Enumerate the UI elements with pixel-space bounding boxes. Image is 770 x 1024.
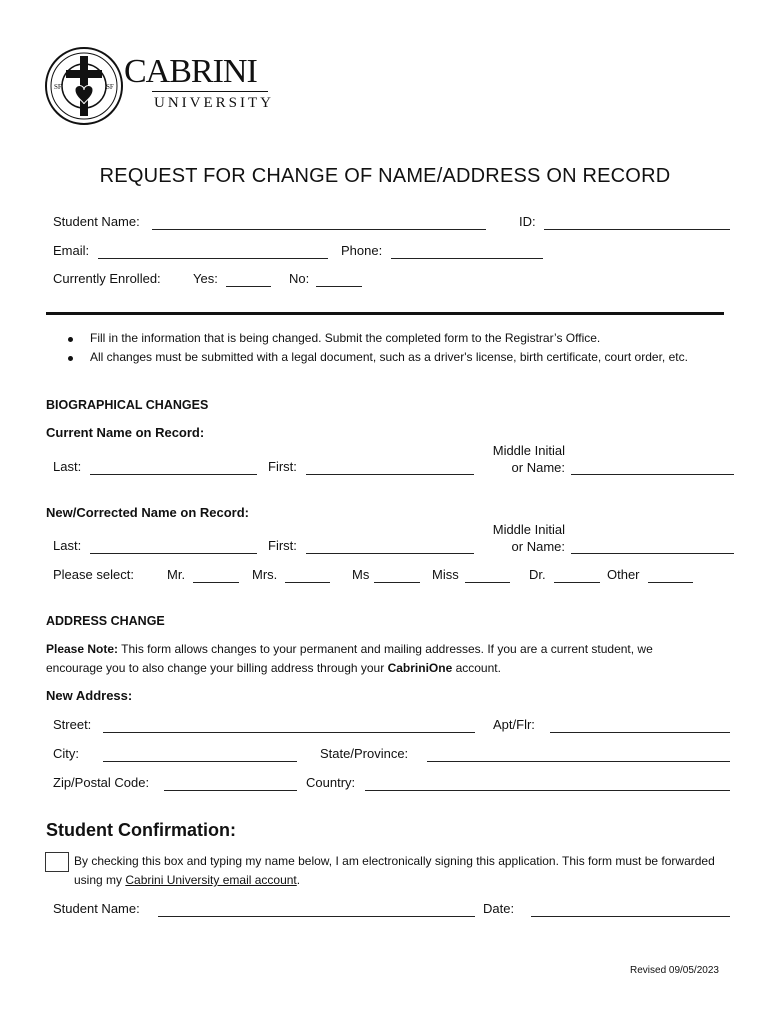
new-first-field[interactable] <box>306 553 474 554</box>
zip-field[interactable] <box>164 790 297 791</box>
state-field[interactable] <box>427 761 730 762</box>
country-field[interactable] <box>365 790 730 791</box>
new-middle-label <box>470 521 565 555</box>
current-middle-field[interactable] <box>571 474 734 475</box>
email-field[interactable] <box>98 258 328 259</box>
section-divider <box>46 312 724 315</box>
email-label: Email: <box>53 243 90 258</box>
instruction-bullet-2: All changes must be submitted with a legal document, such as a driver's license, birth certificate, court order, etc. <box>90 350 688 364</box>
confirm-student-name-field[interactable] <box>158 916 475 917</box>
logo-divider <box>152 91 268 92</box>
title-mr-label: Mr. <box>167 567 186 582</box>
university-seal-icon <box>44 46 124 126</box>
confirmation-text-body: By checking this box and typing my name below, I am electronically signing this application. This form must be forwarded using my <box>74 854 715 887</box>
address-note-text: This form allows changes to your permanent and mailing addresses. If you are a current student, we encourage you to also change your billing address through your <box>46 642 653 675</box>
address-heading: ADDRESS CHANGE <box>46 614 165 628</box>
please-select-label: Please select: <box>53 567 134 582</box>
signature-checkbox[interactable] <box>45 852 69 872</box>
bullet-icon <box>68 356 73 361</box>
title-dr-label: Dr. <box>529 567 546 582</box>
new-middle-label-line1: Middle Initial <box>492 522 565 537</box>
enrolled-label: Currently Enrolled: <box>53 271 161 286</box>
enrolled-no-label: No: <box>289 271 310 286</box>
confirmation-text-end: . <box>296 873 301 887</box>
student-name-label: Student Name: <box>53 214 140 229</box>
new-name-heading: New/Corrected Name on Record: <box>46 505 249 520</box>
country-label: Country: <box>306 775 356 790</box>
title-ms-label: Ms <box>352 567 370 582</box>
current-middle-label-line2: or Name: <box>511 460 565 475</box>
id-field[interactable] <box>544 229 730 230</box>
current-first-field[interactable] <box>306 474 474 475</box>
title-miss-field[interactable] <box>465 582 510 583</box>
state-label: State/Province: <box>320 746 409 761</box>
cabrinione-name: CabriniOne <box>387 661 453 675</box>
new-middle-field[interactable] <box>571 553 734 554</box>
address-note-bold: Please Note: <box>46 642 119 656</box>
title-dr-field[interactable] <box>554 582 600 583</box>
bullet-icon <box>68 337 73 342</box>
form-title: REQUEST FOR CHANGE OF NAME/ADDRESS ON RECORD <box>99 165 671 187</box>
new-first-label: First: <box>268 538 297 553</box>
new-middle-label-line2: or Name: <box>511 539 565 554</box>
title-other-field[interactable] <box>648 582 693 583</box>
address-note <box>46 640 706 678</box>
current-last-field[interactable] <box>90 474 257 475</box>
current-name-heading: Current Name on Record: <box>46 425 205 440</box>
confirmation-heading: Student Confirmation: <box>46 820 236 840</box>
current-middle-label <box>470 442 565 476</box>
date-field[interactable] <box>531 916 730 917</box>
logo-subtitle: UNIVERSITY <box>154 95 274 111</box>
city-label: City: <box>53 746 79 761</box>
student-name-field[interactable] <box>152 229 486 230</box>
svg-text:SF: SF <box>54 83 62 91</box>
current-middle-label-line1: Middle Initial <box>492 443 565 458</box>
new-last-field[interactable] <box>90 553 257 554</box>
address-note-end: account. <box>452 661 501 675</box>
email-account-link[interactable]: Cabrini University email account <box>125 873 297 887</box>
confirm-student-name-label: Student Name: <box>53 901 140 916</box>
title-mrs-label: Mrs. <box>252 567 278 582</box>
current-first-label: First: <box>268 459 297 474</box>
revision-date: Revised 09/05/2023 <box>630 965 719 976</box>
enrolled-yes-label: Yes: <box>193 271 218 286</box>
phone-label: Phone: <box>341 243 383 258</box>
biographical-heading: BIOGRAPHICAL CHANGES <box>46 398 209 412</box>
current-last-label: Last: <box>53 459 82 474</box>
date-label: Date: <box>483 901 515 916</box>
title-other-label: Other <box>607 567 640 582</box>
apt-field[interactable] <box>550 732 730 733</box>
title-ms-field[interactable] <box>374 582 420 583</box>
zip-label: Zip/Postal Code: <box>53 775 150 790</box>
city-field[interactable] <box>103 761 297 762</box>
confirmation-text <box>74 852 724 890</box>
title-mrs-field[interactable] <box>285 582 330 583</box>
title-mr-field[interactable] <box>193 582 239 583</box>
id-label: ID: <box>519 214 536 229</box>
enrolled-yes-field[interactable] <box>226 286 271 287</box>
logo-wordmark: CABRINI <box>124 53 257 90</box>
cabrini-logo <box>44 46 284 130</box>
new-last-label: Last: <box>53 538 82 553</box>
svg-text:SF: SF <box>106 83 114 91</box>
enrolled-no-field[interactable] <box>316 286 362 287</box>
instruction-bullet-1: Fill in the information that is being changed. Submit the completed form to the Registrar’s Office. <box>90 331 601 345</box>
street-label: Street: <box>53 717 92 732</box>
street-field[interactable] <box>103 732 475 733</box>
apt-label: Apt/Flr: <box>493 717 535 732</box>
title-miss-label: Miss <box>432 567 459 582</box>
phone-field[interactable] <box>391 258 543 259</box>
new-address-heading: New Address: <box>46 688 133 703</box>
